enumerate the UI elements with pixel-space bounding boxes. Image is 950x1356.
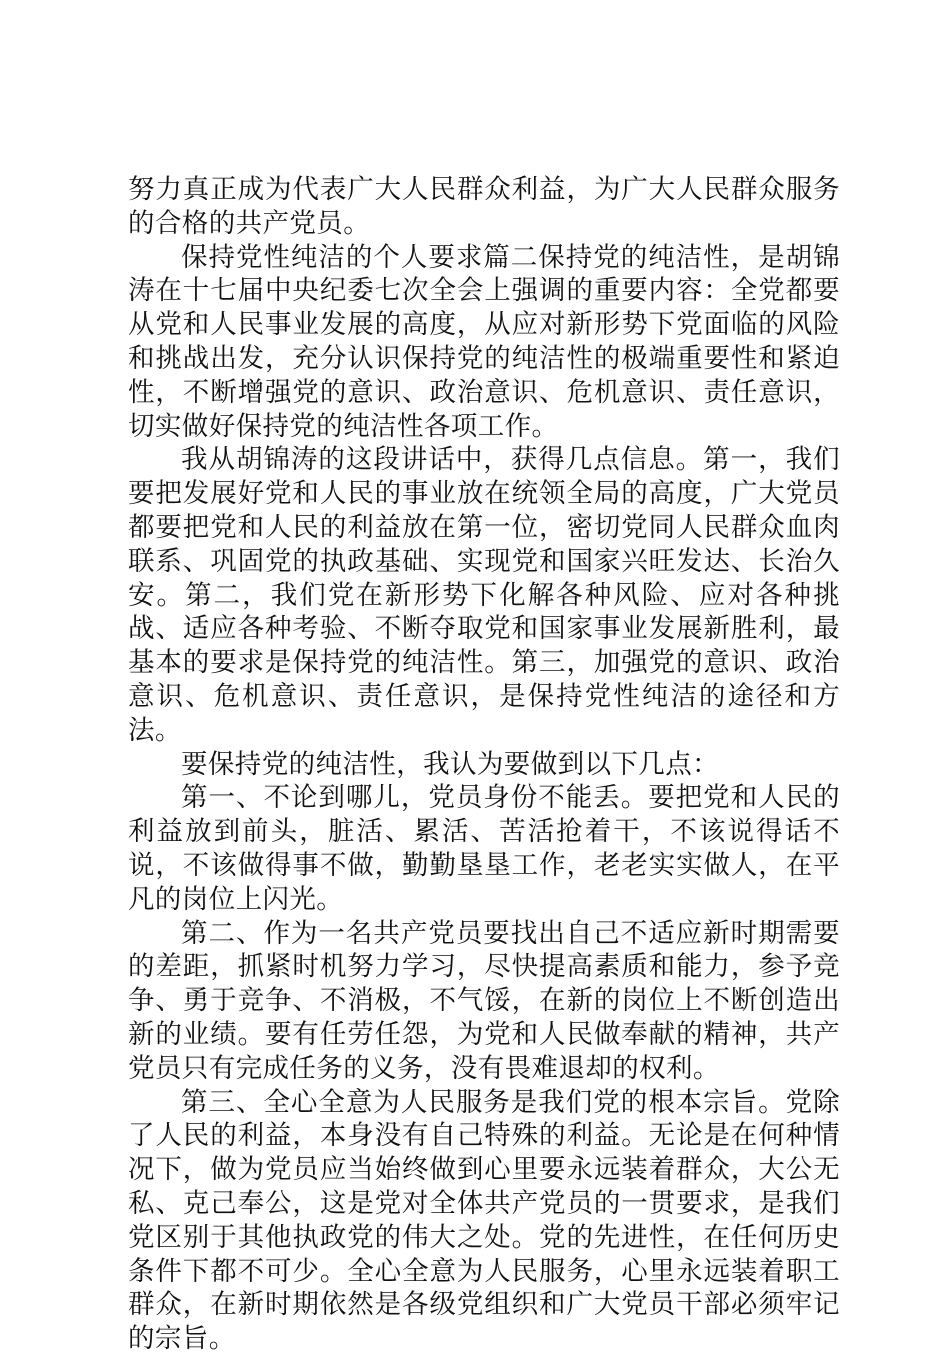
paragraph-3: 我从胡锦涛的这段讲话中，获得几点信息。第一，我们要把发展好党和人民的事业放在统领全局的高度，广大党员都要把党和人民的利益放在第一位，密切党同人民群众血肉联系、巩固党的执政基础、实现党和国家兴旺发达、长治久安。第二，我们党在新形势下化解各种风险、应对各种挑战、适应各种考验、不断夺取党和国家事业发展新胜利，最基本的要求是保持党的纯洁性。第三，加强党的意识、政治意识、危机意识、责任意识，是保持党性纯洁的途径和方法。 — [128, 444, 840, 746]
paragraph-5: 第一、不论到哪儿，党员身份不能丢。要把党和人民的利益放到前头，脏活、累活、苦活抢着干，不该说得话不说，不该做得事不做，勤勤垦垦工作，老老实实做人，在平凡的岗位上闪光。 — [128, 782, 840, 915]
paragraph-4: 要保持党的纯洁性，我认为要做到以下几点： — [181, 748, 719, 780]
paragraph-6: 第二、作为一名共产党员要找出自己不适应新时期需要的差距，抓紧时机努力学习，尽快提高素质和能力，参予竞争、勇于竞争、不消极，不气馁，在新的岗位上不断创造出新的业绩。要有任劳任怨，为党和人民做奉献的精神，共产党员只有完成任务的义务，没有畏难退却的权利。 — [128, 917, 840, 1084]
paragraph-2: 保持党性纯洁的个人要求篇二保持党的纯洁性，是胡锦涛在十七届中央纪委七次全会上强调的重要内容：全党都要从党和人民事业发展的高度，从应对新形势下党面临的风险和挑战出发，充分认识保持党的纯洁性的极端重要性和紧迫性，不断增强党的意识、政治意识、危机意识、责任意识，切实做好保持党的纯洁性各项工作。 — [128, 241, 840, 442]
document-body — [128, 173, 840, 1356]
paragraph-7: 第三、全心全意为人民服务是我们党的根本宗旨。党除了人民的利益，本身没有自己特殊的利益。无论是在何种情况下，做为党员应当始终做到心里要永远装着群众，大公无私、克己奉公，这是党对全体共产党员的一贯要求，是我们党区别于其他执政党的伟大之处。党的先进性，在任何历史条件下都不可少。全心全意为人民服务，心里永远装着职工群众，在新时期依然是各级党组织和广大党员干部必须牢记的宗旨。 — [128, 1086, 840, 1355]
paragraph-1: 努力真正成为代表广大人民群众利益，为广大人民群众服务的合格的共产党员。 — [128, 174, 840, 239]
